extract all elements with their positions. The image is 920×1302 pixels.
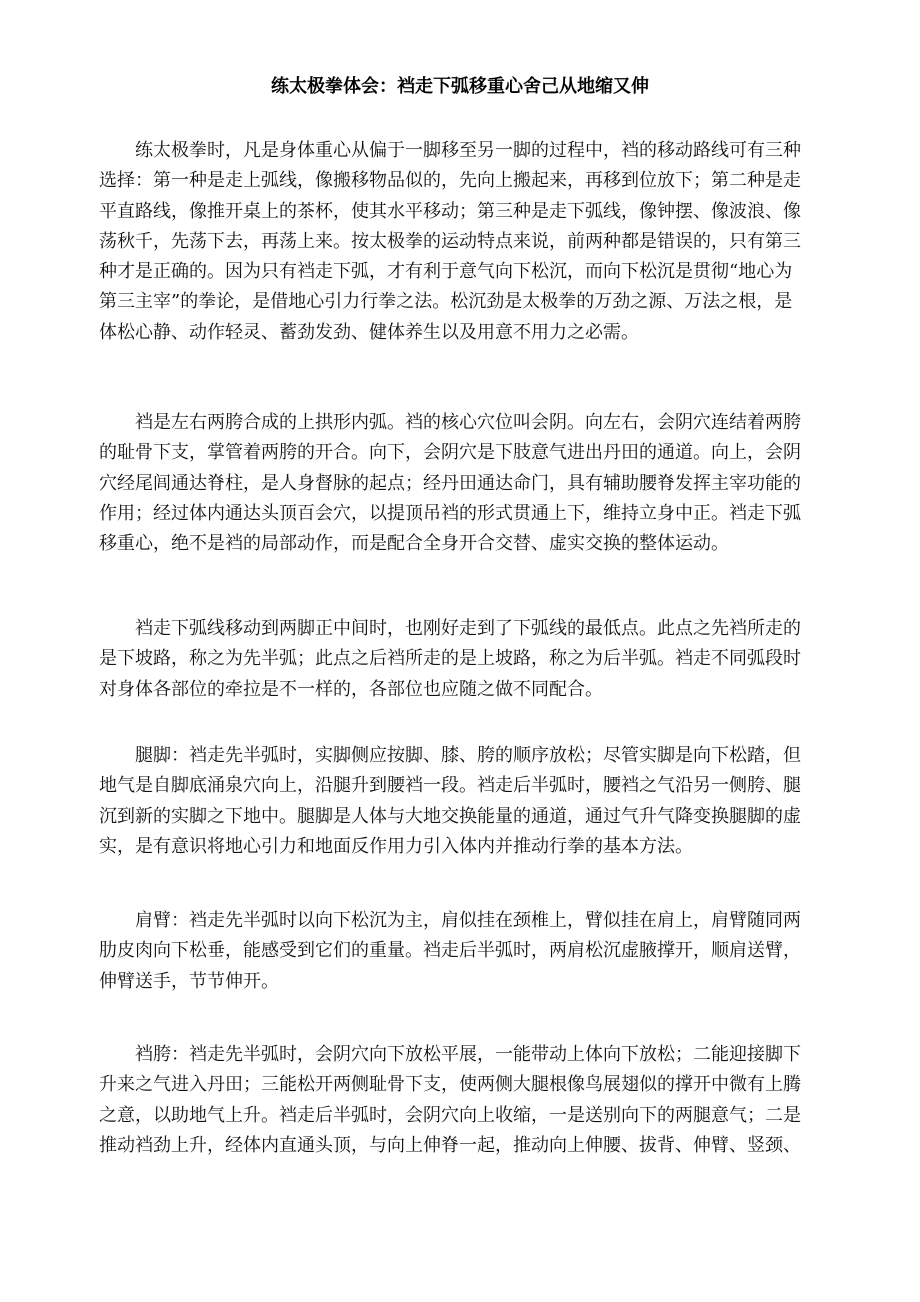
paragraph-shoulders-and-arms: 肩臂：裆走先半弧时以向下松沉为主，肩似挂在颈椎上，臂似挂在肩上，肩臂随同两 肋皮肉向下松垂，能感受到它们的重量。裆走后半弧时，两肩松沉虚腋撑开，顺肩送臂， 伸臂送手，节节伸开。 bbox=[99, 910, 801, 992]
paragraph-lower-arc-halves: 裆走下弧线移动到两脚正中间时，也刚好走到了下弧线的最低点。此点之先裆所走的 是下坡路，称之为先半弧；此点之后裆所走的是上坡路，称之为后半弧。裆走不同弧段时 对身体各部位的牵拉是不一样的，各部位也应随之做不同配合。 bbox=[99, 618, 801, 700]
paragraph-center-of-gravity-paths: 练太极拳时，凡是身体重心从偏于一脚移至另一脚的过程中，裆的移动路线可有三种 选择：第一种是走上弧线，像搬移物品似的，先向上搬起来，再移到位放下；第二种是走 平直路线，像推开桌上的茶杯，使其水平移动；第三种是走下弧线，像钟摆、像波浪、像 荡秋千，先荡下去，再荡上来。按太极拳的运动特点来说，前两种都是错误的，只有第三 种才是正确的。因为只有裆走下弧，才有利于意气向下松沉，而向下松沉是贯彻“地心为 第三主宰”的拳论，是借地心引力行拳之法。松沉劲是太极拳的万劲之源、万法之根，是 体松心静、动作轻灵、蓄劲发劲、健体养生以及用意不用力之必需。 bbox=[99, 140, 801, 343]
paragraph-crotch-structure: 裆是左右两胯合成的上拱形内弧。裆的核心穴位叫会阴。向左右，会阴穴连结着两胯 的耻骨下支，掌管着两胯的开合。向下，会阴穴是下肢意气进出丹田的通道。向上，会阴 穴经尾闾通达脊柱，是人身督脉的起点；经丹田通达命门，具有辅助腰脊发挥主宰功能的 作用；经过体内通达头顶百会穴，以提顶吊裆的形式贯通上下，维持立身中正。裆走下弧 移重心，绝不是裆的局部动作，而是配合全身开合交替、虚实交换的整体运动。 bbox=[99, 412, 801, 555]
document-title: 练太极拳体会：裆走下弧移重心舍己从地缩又伸 bbox=[271, 76, 649, 97]
paragraph-legs-and-feet: 腿脚：裆走先半弧时，实脚侧应按脚、膝、胯的顺序放松；尽管实脚是向下松踏，但 地气是自脚底涌泉穴向上，沿腿升到腰裆一段。裆走后半弧时，腰裆之气沿另一侧胯、腿 沉到新的实脚之下地中。腿脚是人体与大地交换能量的通道，通过气升气降变换腿脚的虚 实，是有意识将地心引力和地面反作用力引入体内并推动行拳的基本方法。 bbox=[99, 745, 801, 857]
paragraph-crotch-and-hips: 裆胯：裆走先半弧时，会阴穴向下放松平展，一能带动上体向下放松；二能迎接脚下 升来之气进入丹田；三能松开两侧耻骨下支，使两侧大腿根像鸟展翅似的撑开中微有上腾 之意，以助地气上升。裆走后半弧时，会阴穴向上收缩，一是送别向下的两腿意气；二是 推动裆劲上升，经体内直通头顶，与向上伸脊一起，推动向上伸腰、拔背、伸臂、竖颈、 bbox=[99, 1044, 801, 1156]
